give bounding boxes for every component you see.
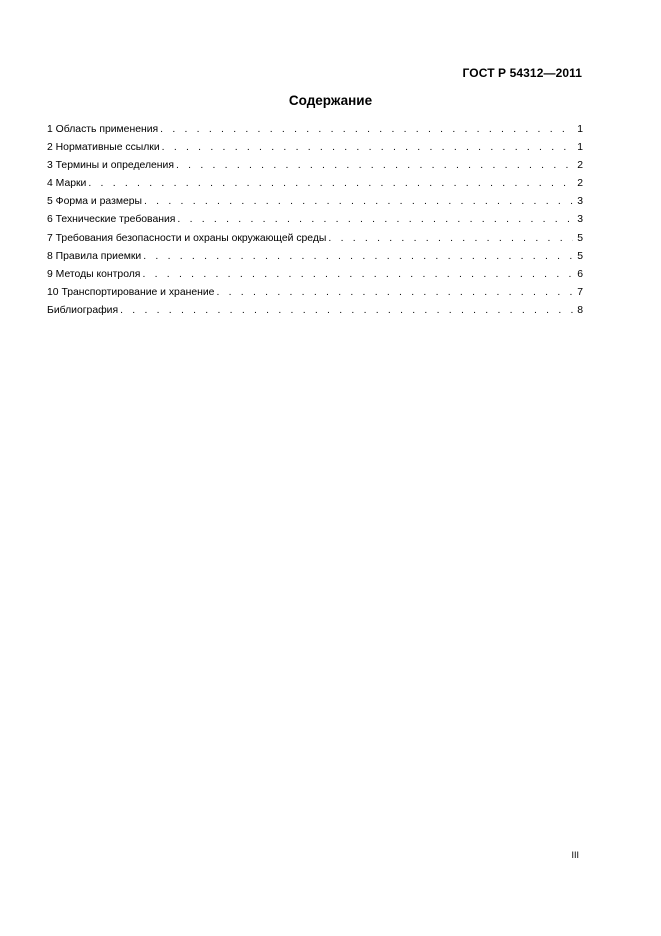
document-code: ГОСТ Р 54312—2011 xyxy=(462,66,582,80)
dot-leader xyxy=(143,248,573,266)
toc-entry-page: 8 xyxy=(577,304,583,316)
toc-entry-page: 3 xyxy=(577,196,583,208)
toc-entry-transport-storage[interactable] xyxy=(47,284,583,302)
dot-leader xyxy=(142,266,573,284)
toc-entry-test-methods[interactable] xyxy=(47,266,583,284)
toc-entry-label: 7 Требования безопасности и охраны окружающей среды xyxy=(47,232,327,244)
toc-entry-page: 5 xyxy=(577,232,583,244)
toc-entry-page: 1 xyxy=(577,142,583,154)
dot-leader xyxy=(120,302,573,320)
toc-entry-shape-dimensions[interactable] xyxy=(47,193,583,211)
toc-entry-label: 2 Нормативные ссылки xyxy=(47,142,160,154)
dot-leader xyxy=(216,284,573,302)
toc-entry-terms[interactable] xyxy=(47,157,583,175)
toc-entry-acceptance-rules[interactable] xyxy=(47,248,583,266)
dot-leader xyxy=(160,121,573,139)
dot-leader xyxy=(162,139,574,157)
toc-entry-label: 3 Термины и определения xyxy=(47,160,174,172)
toc-entry-label: 6 Технические требования xyxy=(47,214,176,226)
toc-entry-label: 5 Форма и размеры xyxy=(47,196,142,208)
dot-leader xyxy=(176,157,573,175)
toc-entry-page: 5 xyxy=(577,250,583,262)
toc-entry-safety-requirements[interactable] xyxy=(47,230,583,248)
table-of-contents xyxy=(47,121,583,320)
dot-leader xyxy=(144,193,573,211)
toc-entry-label: Библиография xyxy=(47,304,119,316)
page-number: III xyxy=(571,850,579,860)
toc-entry-page: 3 xyxy=(577,214,583,226)
toc-entry-grades[interactable] xyxy=(47,175,583,193)
dot-leader xyxy=(328,230,573,248)
toc-title: Содержание xyxy=(288,93,373,108)
toc-entry-bibliography[interactable] xyxy=(47,302,583,320)
toc-entry-page: 6 xyxy=(577,268,583,280)
dot-leader xyxy=(177,211,573,229)
toc-entry-label: 8 Правила приемки xyxy=(47,250,142,262)
toc-entry-label: 10 Транспортирование и хранение xyxy=(47,286,215,298)
dot-leader xyxy=(88,175,573,193)
toc-entry-page: 7 xyxy=(577,286,583,298)
toc-entry-page: 2 xyxy=(577,160,583,172)
toc-entry-label: 1 Область применения xyxy=(47,124,159,135)
toc-entry-technical-requirements[interactable] xyxy=(47,211,583,229)
toc-entry-label: 4 Марки xyxy=(47,178,87,190)
toc-entry-normative-references[interactable] xyxy=(47,139,583,157)
toc-entry-page: 1 xyxy=(577,124,583,135)
toc-entry-label: 9 Методы контроля xyxy=(47,268,141,280)
toc-entry-scope[interactable] xyxy=(47,121,583,139)
toc-entry-page: 2 xyxy=(577,178,583,190)
